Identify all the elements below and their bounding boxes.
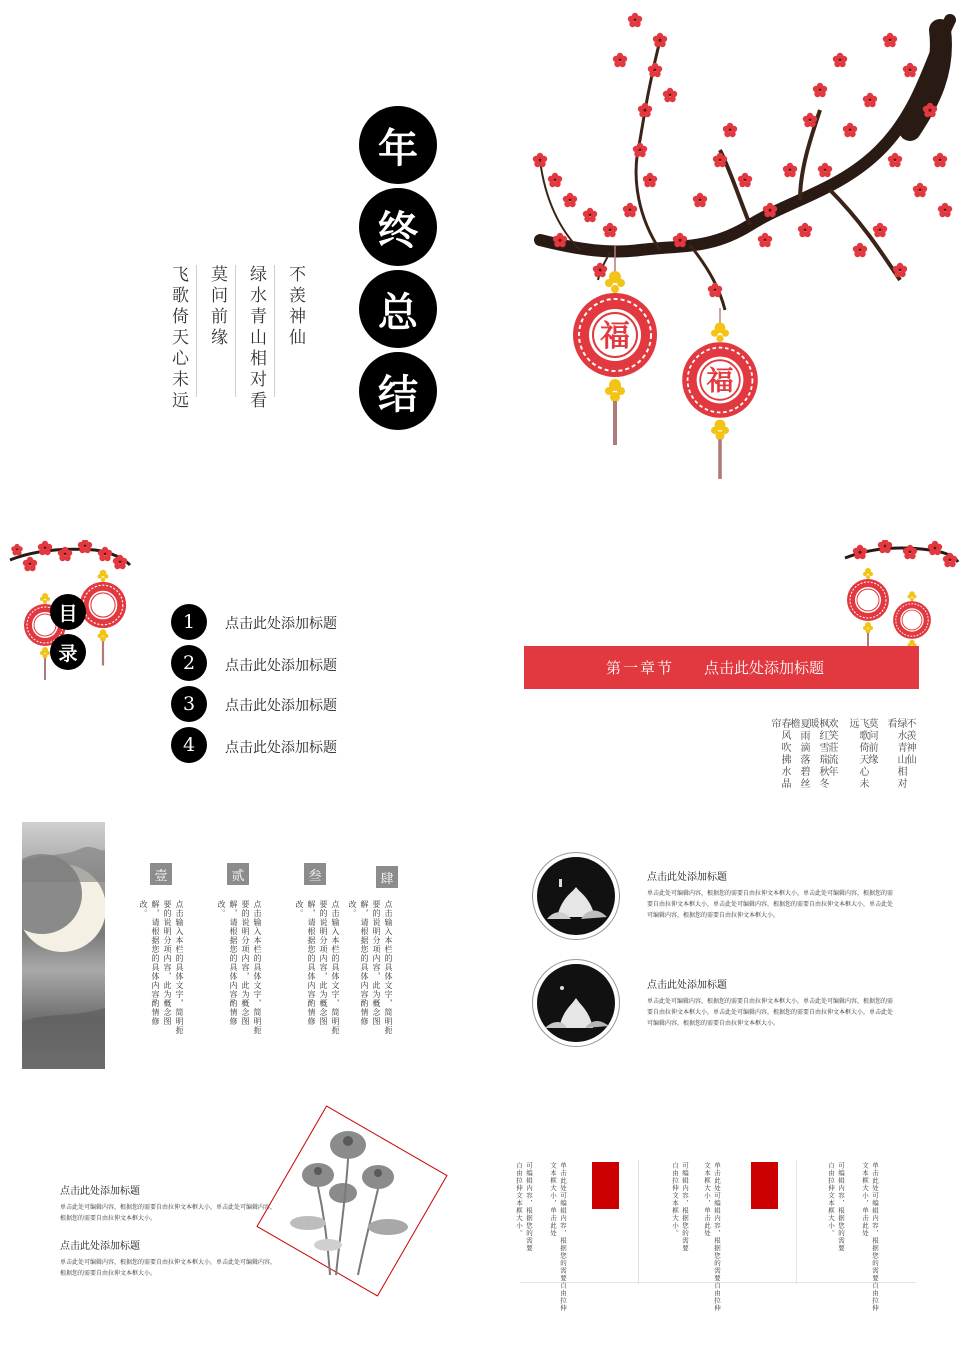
toc-item-number[interactable]: 3 — [171, 686, 207, 722]
toc-item-number[interactable]: 4 — [171, 727, 207, 763]
lotus-image — [537, 857, 615, 935]
left-block-body: 单击此处可编辑内容，根据您的需要自由拉伸文本框大小，单击此处可编辑内容， 根据您的需要自由拉伸文本框大小。 — [60, 1259, 277, 1277]
column-text-a: 单击此处可编辑内容，根据您的需要自由拉伸文本框大小，单击此处 — [861, 1162, 879, 1312]
toc-label-char-2: 录 — [50, 634, 86, 670]
chapter-poem-line: 欢笑莊流年 — [826, 718, 837, 778]
cover-poem-line-2: 绿水青山相对看 — [246, 265, 266, 412]
column-red-block — [592, 1162, 619, 1209]
left-block-title[interactable]: 点击此处添加标题 — [60, 1186, 140, 1197]
lotus-circles-slide — [480, 810, 960, 1070]
toc-item-title[interactable]: 点击此处添加标题 — [225, 698, 337, 714]
chapter-poem-line: 飞歌倚天心未远 — [847, 718, 868, 790]
chapter-poem-line: 莫问前缘 — [866, 718, 877, 766]
lotus-block-title[interactable]: 点击此处添加标题 — [647, 980, 727, 991]
lantern-large — [573, 245, 657, 445]
column-divider — [796, 1160, 797, 1284]
chapter-poem-line: 枫红雪瑞秋冬暖 — [807, 718, 828, 790]
column-text-a: 单击此处可编辑内容，根据您的需要自由拉伸文本框大小，单击此处 — [703, 1162, 721, 1312]
left-block-body: 单击此处可编辑内容，根据您的需要自由拉伸文本框大小，单击此处可编辑内容， 根据您的需要自由拉伸文本框大小。 — [60, 1204, 277, 1222]
toc-item-title[interactable]: 点击此处添加标题 — [225, 616, 337, 632]
chapter-title: 点击此处添加标题 — [704, 659, 825, 677]
cover-title-char-3: 总 — [359, 270, 437, 348]
cover-poem-line-3: 莫问前缘 — [207, 265, 227, 349]
column-red-block — [751, 1162, 778, 1209]
left-block-title[interactable]: 点击此处添加标题 — [60, 1241, 140, 1252]
pillar-text: 点击输入本栏的具体文字，简明扼要的说明分项内容，此为概念图解，请根据您的具体内容酌情修改。 — [295, 900, 340, 1035]
toc-item-title[interactable]: 点击此处添加标题 — [225, 658, 337, 674]
cover-title-char-1: 年 — [359, 106, 437, 184]
lotus-block-body: 单击此处可编辑内容，根据您的需要自由拉伸文本框大小，单击此处可编辑内容，根据您的需 要自由拉伸文本框大小，单击此处可编辑内容，根据您的需要自由拉伸文本框大小，单击此处 可编辑内容，根据您的需要自由拉伸文本框大小。 — [647, 998, 894, 1027]
pillar-number: 叁 — [304, 863, 326, 885]
cover-poem-line-4: 飞歌倚天心未远 — [168, 265, 188, 412]
fu-character: 福 — [706, 365, 734, 397]
poem-divider — [235, 265, 236, 397]
pillar-number: 肆 — [376, 866, 398, 888]
chapter-slide — [480, 540, 960, 800]
pillar-number: 壹 — [150, 863, 172, 885]
chapter-poem-line: 绿水青山相对看 — [885, 718, 906, 790]
column-text-b: 可编辑内容，根据您的需要自由拉伸文本框大小。 — [671, 1162, 689, 1252]
pillar-number: 贰 — [227, 863, 249, 885]
three-columns-slide — [480, 1090, 960, 1352]
toc-item-number[interactable]: 2 — [171, 645, 207, 681]
pillar-text: 点击输入本栏的具体文字，简明扼要的说明分项内容，此为概念图解，请根据您的具体内容酌情修改。 — [348, 900, 393, 1035]
lotus-bouquet-image — [288, 1115, 418, 1285]
cover-title-char-4: 结 — [359, 352, 437, 430]
lotus-diamond-slide — [0, 1090, 480, 1352]
toc-label-char-1: 目 — [50, 594, 86, 630]
poem-divider — [196, 265, 197, 397]
chapter-title-bar[interactable] — [524, 646, 919, 689]
toc-item-number[interactable]: 1 — [171, 604, 207, 640]
cover-poem-line-1: 不羡神仙 — [285, 265, 305, 349]
chapter-poem-line: 夏雨滴落碧丝檐 — [788, 718, 809, 790]
chapter-poem-line: 春风吹拂水晶帘 — [769, 718, 790, 790]
pillar-text: 点击输入本栏的具体文字，简明扼要的说明分项内容，此为概念图解，请根据您的具体内容酌情修改。 — [217, 900, 262, 1035]
toc-slide — [0, 540, 480, 780]
column-divider — [638, 1160, 639, 1284]
plum-blossom-illustration — [500, 0, 960, 520]
ink-moon-image — [22, 822, 105, 1069]
poem-divider — [274, 265, 275, 397]
lotus-image — [537, 964, 615, 1042]
fu-character: 福 — [600, 319, 630, 354]
cover-title-char-2: 终 — [359, 188, 437, 266]
toc-item-title[interactable]: 点击此处添加标题 — [225, 740, 337, 756]
chapter-label: 第一章节 — [606, 659, 675, 677]
chapter-poem-line: 不羡神仙 — [904, 718, 915, 766]
column-text-b: 可编辑内容，根据您的需要自由拉伸文本框大小。 — [515, 1162, 533, 1252]
column-text-a: 单击此处可编辑内容，根据您的需要自由拉伸文本框大小，单击此处 — [549, 1162, 567, 1312]
cover-slide — [0, 0, 960, 520]
pillar-text: 点击输入本栏的具体文字，简明扼要的说明分项内容，此为概念图解，请根据您的具体内容酌情修改。 — [139, 900, 184, 1035]
lotus-block-body: 单击此处可编辑内容，根据您的需要自由拉伸文本框大小，单击此处可编辑内容，根据您的需 要自由拉伸文本框大小，单击此处可编辑内容，根据您的需要自由拉伸文本框大小，单击此处 可编辑内容，根据您的需要自由拉伸文本框大小。 — [647, 890, 894, 919]
column-text-b: 可编辑内容，根据您的需要自由拉伸文本框大小。 — [827, 1162, 845, 1252]
lotus-block-title[interactable]: 点击此处添加标题 — [647, 872, 727, 883]
pillars-slide — [0, 810, 480, 1080]
lantern-small — [682, 308, 758, 479]
